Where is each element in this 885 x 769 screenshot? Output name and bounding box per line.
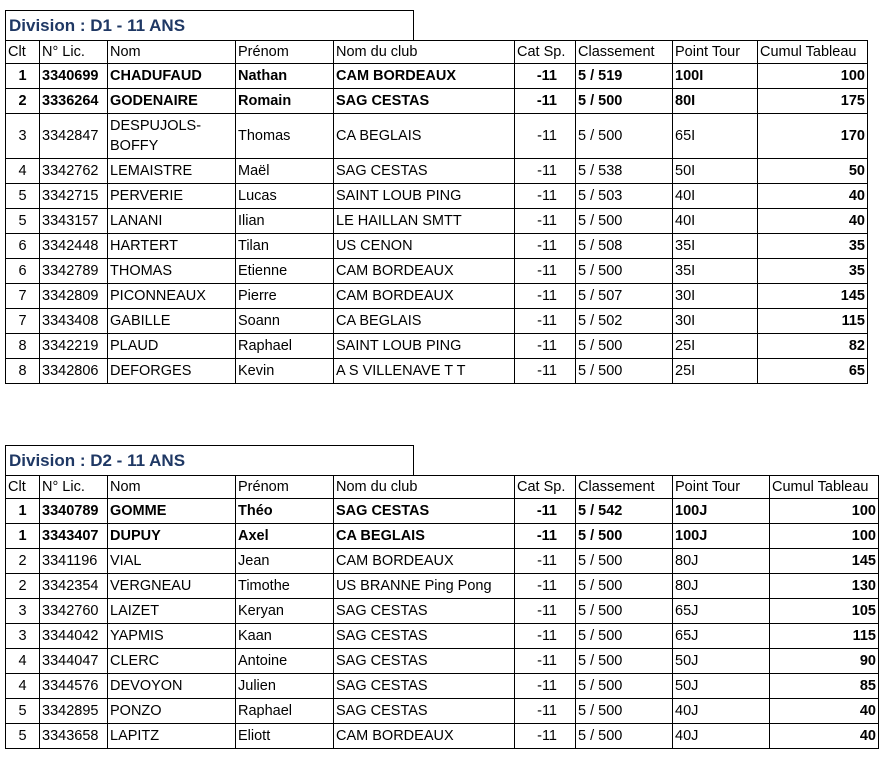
licence-cell: 3344047	[40, 649, 108, 674]
classement-cell: 5 / 500	[576, 259, 673, 284]
table-row	[6, 649, 879, 674]
table-row	[6, 499, 879, 524]
point-tour-cell: 65I	[673, 114, 758, 159]
cat-cell: -11	[515, 574, 576, 599]
cat-cell: -11	[515, 259, 576, 284]
cat-cell: -11	[515, 309, 576, 334]
point-tour-cell: 40I	[673, 209, 758, 234]
prenom-cell: Etienne	[236, 259, 334, 284]
clt-cell: 2	[6, 89, 40, 114]
nom-cell: PICONNEAUX	[108, 284, 236, 309]
classement-cell: 5 / 519	[576, 64, 673, 89]
cumul-cell: 115	[758, 309, 868, 334]
licence-cell: 3342809	[40, 284, 108, 309]
classement-cell: 5 / 500	[576, 114, 673, 159]
point-tour-cell: 35I	[673, 234, 758, 259]
classement-cell: 5 / 507	[576, 284, 673, 309]
table-row	[6, 674, 879, 699]
cat-cell: -11	[515, 499, 576, 524]
table-header	[6, 41, 868, 64]
clt-cell: 6	[6, 234, 40, 259]
licence-cell: 3342760	[40, 599, 108, 624]
club-cell: SAG CESTAS	[334, 499, 515, 524]
prenom-cell: Eliott	[236, 724, 334, 749]
clt-cell: 8	[6, 334, 40, 359]
cat-cell: -11	[515, 524, 576, 549]
column-header: Cumul Tableau	[770, 476, 879, 499]
clt-cell: 1	[6, 64, 40, 89]
cat-cell: -11	[515, 699, 576, 724]
table-row	[6, 209, 868, 234]
table-row	[6, 524, 879, 549]
nom-cell: CHADUFAUD	[108, 64, 236, 89]
table-row	[6, 89, 868, 114]
classement-cell: 5 / 500	[576, 674, 673, 699]
clt-cell: 5	[6, 699, 40, 724]
cumul-cell: 175	[758, 89, 868, 114]
table-row	[6, 599, 879, 624]
prenom-cell: Jean	[236, 549, 334, 574]
clt-cell: 2	[6, 574, 40, 599]
clt-cell: 7	[6, 309, 40, 334]
table-row	[6, 309, 868, 334]
table-row	[6, 114, 868, 159]
cumul-cell: 90	[770, 649, 879, 674]
cumul-cell: 82	[758, 334, 868, 359]
cumul-cell: 145	[770, 549, 879, 574]
point-tour-cell: 100J	[673, 499, 770, 524]
licence-cell: 3336264	[40, 89, 108, 114]
classement-cell: 5 / 502	[576, 309, 673, 334]
cat-cell: -11	[515, 359, 576, 384]
prenom-cell: Raphael	[236, 699, 334, 724]
licence-cell: 3342219	[40, 334, 108, 359]
licence-cell: 3343157	[40, 209, 108, 234]
point-tour-cell: 80I	[673, 89, 758, 114]
point-tour-cell: 25I	[673, 359, 758, 384]
prenom-cell: Tilan	[236, 234, 334, 259]
licence-cell: 3344576	[40, 674, 108, 699]
classement-cell: 5 / 500	[576, 724, 673, 749]
table-row	[6, 334, 868, 359]
licence-cell: 3342789	[40, 259, 108, 284]
cumul-cell: 85	[770, 674, 879, 699]
column-header: Nom du club	[334, 476, 515, 499]
cumul-cell: 35	[758, 234, 868, 259]
prenom-cell: Antoine	[236, 649, 334, 674]
nom-cell: HARTERT	[108, 234, 236, 259]
classement-cell: 5 / 500	[576, 334, 673, 359]
column-header: Point Tour	[673, 41, 758, 64]
prenom-cell: Pierre	[236, 284, 334, 309]
nom-cell: LEMAISTRE	[108, 159, 236, 184]
clt-cell: 5	[6, 724, 40, 749]
licence-cell: 3343658	[40, 724, 108, 749]
column-header: Nom	[108, 41, 236, 64]
table-row	[6, 549, 879, 574]
nom-cell: DESPUJOLS-BOFFY	[108, 114, 236, 159]
licence-cell: 3342448	[40, 234, 108, 259]
licence-cell: 3341196	[40, 549, 108, 574]
column-header: Cat Sp.	[515, 41, 576, 64]
prenom-cell: Thomas	[236, 114, 334, 159]
table-row	[6, 699, 879, 724]
column-header: Point Tour	[673, 476, 770, 499]
cumul-cell: 65	[758, 359, 868, 384]
point-tour-cell: 40J	[673, 699, 770, 724]
classement-cell: 5 / 500	[576, 89, 673, 114]
club-cell: SAG CESTAS	[334, 624, 515, 649]
club-cell: A S VILLENAVE T T	[334, 359, 515, 384]
clt-cell: 3	[6, 624, 40, 649]
club-cell: US CENON	[334, 234, 515, 259]
classement-cell: 5 / 500	[576, 649, 673, 674]
prenom-cell: Julien	[236, 674, 334, 699]
licence-cell: 3342895	[40, 699, 108, 724]
nom-cell: PLAUD	[108, 334, 236, 359]
division-d1	[5, 10, 868, 384]
clt-cell: 4	[6, 159, 40, 184]
point-tour-cell: 65J	[673, 624, 770, 649]
licence-cell: 3344042	[40, 624, 108, 649]
cumul-cell: 145	[758, 284, 868, 309]
prenom-cell: Théo	[236, 499, 334, 524]
nom-cell: THOMAS	[108, 259, 236, 284]
division-d2	[5, 445, 879, 749]
point-tour-cell: 100J	[673, 524, 770, 549]
club-cell: SAG CESTAS	[334, 699, 515, 724]
column-header: Nom	[108, 476, 236, 499]
ranking-table	[5, 40, 868, 384]
prenom-cell: Maël	[236, 159, 334, 184]
classement-cell: 5 / 508	[576, 234, 673, 259]
nom-cell: GODENAIRE	[108, 89, 236, 114]
licence-cell: 3343408	[40, 309, 108, 334]
cat-cell: -11	[515, 284, 576, 309]
point-tour-cell: 30I	[673, 309, 758, 334]
cat-cell: -11	[515, 649, 576, 674]
nom-cell: LAIZET	[108, 599, 236, 624]
cumul-cell: 130	[770, 574, 879, 599]
cat-cell: -11	[515, 549, 576, 574]
nom-cell: DEFORGES	[108, 359, 236, 384]
point-tour-cell: 100I	[673, 64, 758, 89]
cumul-cell: 50	[758, 159, 868, 184]
club-cell: CAM BORDEAUX	[334, 64, 515, 89]
prenom-cell: Kaan	[236, 624, 334, 649]
club-cell: CAM BORDEAUX	[334, 284, 515, 309]
club-cell: SAG CESTAS	[334, 159, 515, 184]
club-cell: CAM BORDEAUX	[334, 259, 515, 284]
club-cell: US BRANNE Ping Pong	[334, 574, 515, 599]
licence-cell: 3342806	[40, 359, 108, 384]
club-cell: CA BEGLAIS	[334, 309, 515, 334]
club-cell: CAM BORDEAUX	[334, 549, 515, 574]
licence-cell: 3342847	[40, 114, 108, 159]
point-tour-cell: 35I	[673, 259, 758, 284]
point-tour-cell: 50J	[673, 674, 770, 699]
nom-cell: LANANI	[108, 209, 236, 234]
classement-cell: 5 / 538	[576, 159, 673, 184]
cumul-cell: 115	[770, 624, 879, 649]
table-header	[6, 476, 879, 499]
club-cell: SAG CESTAS	[334, 599, 515, 624]
division-title: Division : D2 - 11 ANS	[5, 445, 414, 475]
nom-cell: DEVOYON	[108, 674, 236, 699]
cumul-cell: 40	[758, 184, 868, 209]
column-header: Cumul Tableau	[758, 41, 868, 64]
prenom-cell: Keryan	[236, 599, 334, 624]
cumul-cell: 40	[770, 724, 879, 749]
cumul-cell: 40	[758, 209, 868, 234]
prenom-cell: Axel	[236, 524, 334, 549]
clt-cell: 7	[6, 284, 40, 309]
cat-cell: -11	[515, 64, 576, 89]
licence-cell: 3342762	[40, 159, 108, 184]
table-row	[6, 259, 868, 284]
cat-cell: -11	[515, 234, 576, 259]
prenom-cell: Kevin	[236, 359, 334, 384]
club-cell: CA BEGLAIS	[334, 114, 515, 159]
cumul-cell: 100	[770, 524, 879, 549]
table-row	[6, 234, 868, 259]
classement-cell: 5 / 500	[576, 599, 673, 624]
cumul-cell: 100	[758, 64, 868, 89]
classement-cell: 5 / 500	[576, 524, 673, 549]
cat-cell: -11	[515, 89, 576, 114]
prenom-cell: Timothe	[236, 574, 334, 599]
point-tour-cell: 25I	[673, 334, 758, 359]
table-row	[6, 159, 868, 184]
club-cell: SAG CESTAS	[334, 674, 515, 699]
nom-cell: GOMME	[108, 499, 236, 524]
club-cell: LE HAILLAN SMTT	[334, 209, 515, 234]
cumul-cell: 35	[758, 259, 868, 284]
column-header: Prénom	[236, 476, 334, 499]
club-cell: SAINT LOUB PING	[334, 334, 515, 359]
classement-cell: 5 / 542	[576, 499, 673, 524]
table-row	[6, 184, 868, 209]
club-cell: CAM BORDEAUX	[334, 724, 515, 749]
column-header: Classement	[576, 41, 673, 64]
prenom-cell: Ilian	[236, 209, 334, 234]
point-tour-cell: 50I	[673, 159, 758, 184]
clt-cell: 5	[6, 209, 40, 234]
cat-cell: -11	[515, 624, 576, 649]
club-cell: SAG CESTAS	[334, 649, 515, 674]
point-tour-cell: 80J	[673, 574, 770, 599]
classement-cell: 5 / 500	[576, 209, 673, 234]
clt-cell: 1	[6, 499, 40, 524]
clt-cell: 3	[6, 599, 40, 624]
cumul-cell: 40	[770, 699, 879, 724]
table-row	[6, 574, 879, 599]
prenom-cell: Raphael	[236, 334, 334, 359]
nom-cell: LAPITZ	[108, 724, 236, 749]
table-row	[6, 359, 868, 384]
cat-cell: -11	[515, 724, 576, 749]
point-tour-cell: 40J	[673, 724, 770, 749]
prenom-cell: Soann	[236, 309, 334, 334]
cat-cell: -11	[515, 114, 576, 159]
column-header: Prénom	[236, 41, 334, 64]
club-cell: CA BEGLAIS	[334, 524, 515, 549]
prenom-cell: Lucas	[236, 184, 334, 209]
clt-cell: 4	[6, 649, 40, 674]
clt-cell: 8	[6, 359, 40, 384]
column-header: N° Lic.	[40, 476, 108, 499]
prenom-cell: Romain	[236, 89, 334, 114]
licence-cell: 3340789	[40, 499, 108, 524]
licence-cell: 3343407	[40, 524, 108, 549]
classement-cell: 5 / 500	[576, 699, 673, 724]
licence-cell: 3342715	[40, 184, 108, 209]
cat-cell: -11	[515, 334, 576, 359]
classement-cell: 5 / 500	[576, 624, 673, 649]
nom-cell: CLERC	[108, 649, 236, 674]
clt-cell: 5	[6, 184, 40, 209]
licence-cell: 3340699	[40, 64, 108, 89]
cat-cell: -11	[515, 674, 576, 699]
classement-cell: 5 / 500	[576, 549, 673, 574]
point-tour-cell: 30I	[673, 284, 758, 309]
column-header: Classement	[576, 476, 673, 499]
column-header: Clt	[6, 41, 40, 64]
cat-cell: -11	[515, 159, 576, 184]
clt-cell: 2	[6, 549, 40, 574]
club-cell: SAG CESTAS	[334, 89, 515, 114]
classement-cell: 5 / 500	[576, 359, 673, 384]
licence-cell: 3342354	[40, 574, 108, 599]
classement-cell: 5 / 503	[576, 184, 673, 209]
table-row	[6, 64, 868, 89]
nom-cell: PERVERIE	[108, 184, 236, 209]
club-cell: SAINT LOUB PING	[334, 184, 515, 209]
nom-cell: GABILLE	[108, 309, 236, 334]
clt-cell: 3	[6, 114, 40, 159]
cumul-cell: 105	[770, 599, 879, 624]
nom-cell: PONZO	[108, 699, 236, 724]
nom-cell: YAPMIS	[108, 624, 236, 649]
cumul-cell: 170	[758, 114, 868, 159]
point-tour-cell: 80J	[673, 549, 770, 574]
cumul-cell: 100	[770, 499, 879, 524]
classement-cell: 5 / 500	[576, 574, 673, 599]
nom-cell: DUPUY	[108, 524, 236, 549]
ranking-table	[5, 475, 879, 749]
clt-cell: 6	[6, 259, 40, 284]
point-tour-cell: 40I	[673, 184, 758, 209]
division-title: Division : D1 - 11 ANS	[5, 10, 414, 40]
cat-cell: -11	[515, 184, 576, 209]
nom-cell: VERGNEAU	[108, 574, 236, 599]
table-row	[6, 624, 879, 649]
cat-cell: -11	[515, 599, 576, 624]
column-header: Nom du club	[334, 41, 515, 64]
nom-cell: VIAL	[108, 549, 236, 574]
table-row	[6, 284, 868, 309]
column-header: Cat Sp.	[515, 476, 576, 499]
clt-cell: 1	[6, 524, 40, 549]
prenom-cell: Nathan	[236, 64, 334, 89]
cat-cell: -11	[515, 209, 576, 234]
point-tour-cell: 50J	[673, 649, 770, 674]
table-row	[6, 724, 879, 749]
clt-cell: 4	[6, 674, 40, 699]
column-header: N° Lic.	[40, 41, 108, 64]
column-header: Clt	[6, 476, 40, 499]
point-tour-cell: 65J	[673, 599, 770, 624]
